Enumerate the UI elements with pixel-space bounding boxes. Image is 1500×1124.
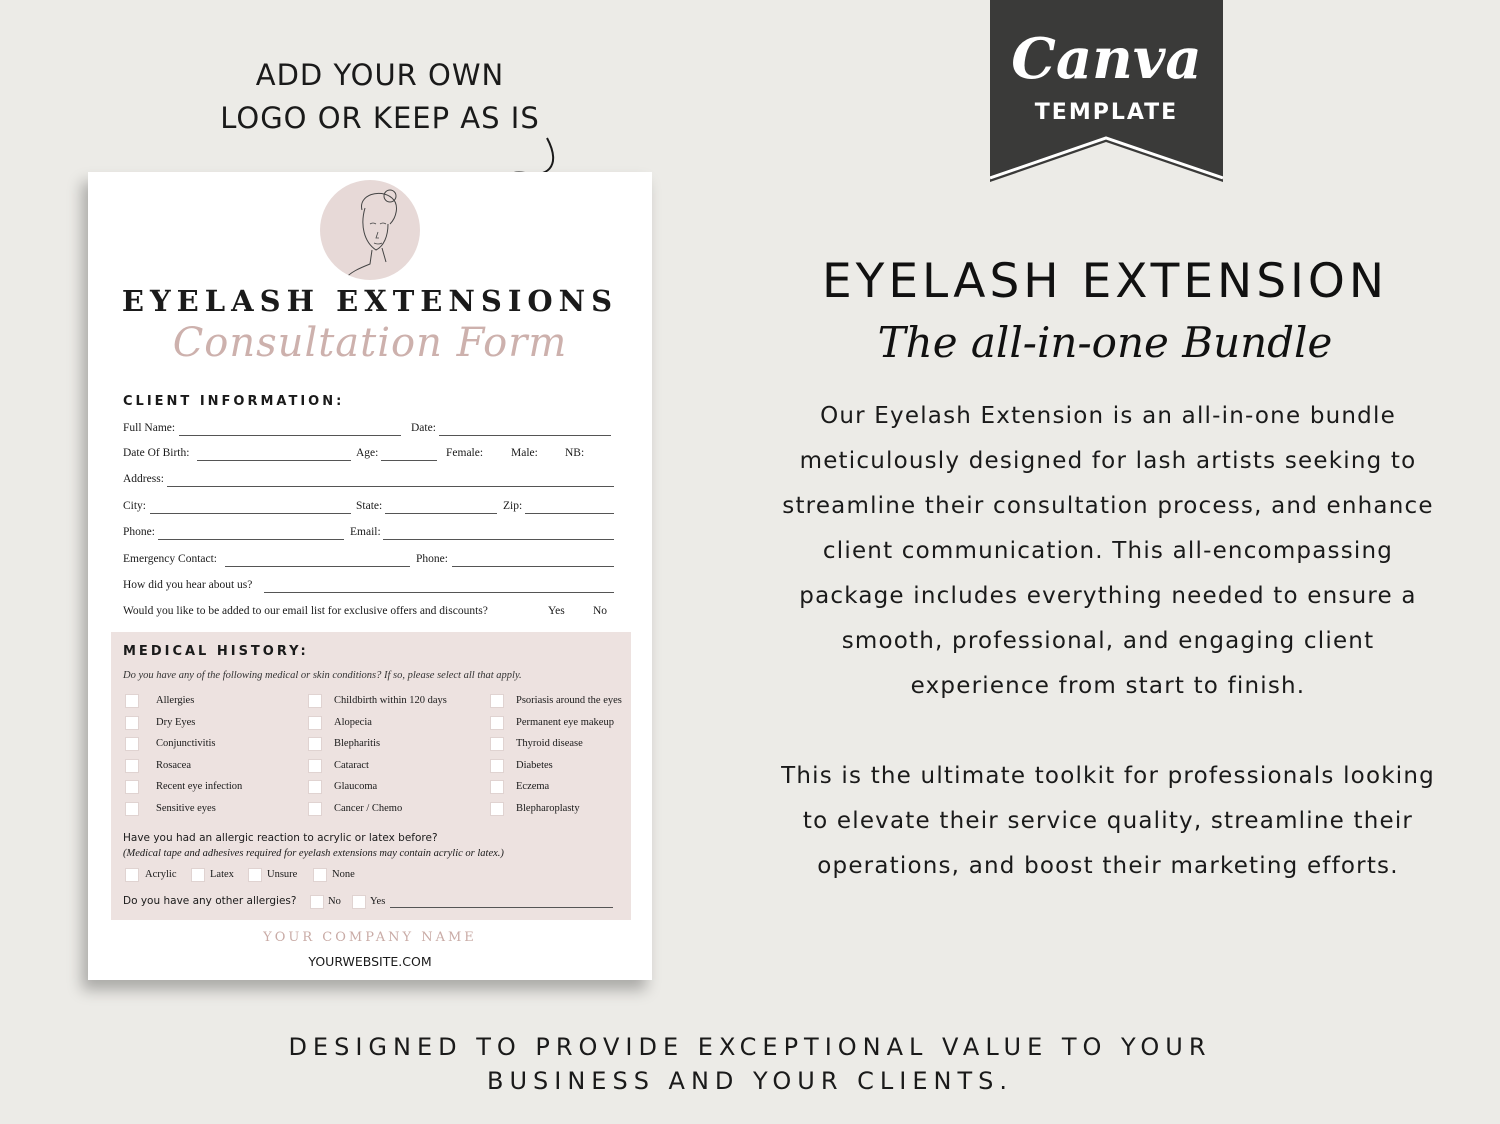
condition-checkbox[interactable] xyxy=(125,737,139,751)
label-male: Male: xyxy=(511,447,538,459)
product-title: EYELASH EXTENSION xyxy=(821,254,1389,309)
label-city: City: xyxy=(123,500,147,512)
line-other-allergies xyxy=(390,907,613,908)
other-allergies-question: Do you have any other allergies? xyxy=(123,895,297,907)
condition-checkbox[interactable] xyxy=(308,716,322,730)
condition-checkbox[interactable] xyxy=(490,802,504,816)
other-yes-checkbox[interactable] xyxy=(352,895,366,909)
condition-checkbox[interactable] xyxy=(125,694,139,708)
row-emergency xyxy=(123,553,615,571)
consultation-form-preview xyxy=(88,172,652,980)
footer-line-2: BUSINESS AND YOUR CLIENTS. xyxy=(487,1067,1013,1095)
condition-label: Dry Eyes xyxy=(156,716,196,728)
label-date: Date: xyxy=(411,422,436,434)
label-full-name: Full Name: xyxy=(123,422,176,434)
label-dob: Date Of Birth: xyxy=(123,447,190,459)
condition-checkbox[interactable] xyxy=(490,759,504,773)
medical-history-section xyxy=(111,632,631,920)
condition-checkbox[interactable] xyxy=(490,737,504,751)
condition-checkbox[interactable] xyxy=(308,737,322,751)
website: YOURWEBSITE.COM xyxy=(308,954,432,969)
allergy-option-checkbox[interactable] xyxy=(313,868,327,882)
description-paragraph-1: Our Eyelash Extension is an all-in-one bundle meticulously designed for lash artists seeking to streamline their consultation process, and enhance client communication. This all-encompassing package includes everything needed to ensure a smooth, professional, and engaging client experience from start to finish. xyxy=(782,403,1434,699)
condition-checkbox[interactable] xyxy=(308,759,322,773)
other-yes-label: Yes xyxy=(370,896,386,907)
condition-checkbox[interactable] xyxy=(490,694,504,708)
condition-label: Childbirth within 120 days xyxy=(334,695,447,706)
canva-wordmark: Canva xyxy=(1011,26,1202,92)
label-state: State: xyxy=(356,500,383,512)
allergy-option-checkbox[interactable] xyxy=(125,868,139,882)
condition-checkbox[interactable] xyxy=(125,759,139,773)
line-full-name xyxy=(179,435,401,436)
line-zip xyxy=(525,513,614,514)
line-phone-2 xyxy=(452,566,614,567)
condition-label: Psoriasis around the eyes xyxy=(516,695,622,706)
label-female: Female: xyxy=(446,447,484,459)
other-no-label: No xyxy=(328,896,341,907)
condition-label: Alopecia xyxy=(334,716,372,728)
label-yes: Yes xyxy=(548,605,565,617)
label-age: Age: xyxy=(356,447,379,459)
face-line-art-icon xyxy=(320,180,420,280)
condition-checkbox[interactable] xyxy=(308,780,322,794)
allergy-option-label: None xyxy=(332,869,355,880)
label-emergency: Emergency Contact: xyxy=(123,553,217,565)
line-state xyxy=(385,513,497,514)
line-address xyxy=(167,486,614,487)
form-subtitle: Consultation Form xyxy=(172,320,568,366)
form-title: EYELASH EXTENSIONS xyxy=(121,284,619,318)
line-phone xyxy=(158,539,344,540)
label-phone-2: Phone: xyxy=(416,553,448,565)
label-hear: How did you hear about us? xyxy=(123,579,253,591)
line-dob xyxy=(197,460,351,461)
condition-label: Conjunctivitis xyxy=(156,738,216,750)
row-dob xyxy=(123,447,615,465)
line-emergency xyxy=(225,566,410,567)
row-full-name xyxy=(123,422,615,440)
condition-label: Eczema xyxy=(516,781,550,793)
line-date xyxy=(439,435,611,436)
condition-checkbox[interactable] xyxy=(490,780,504,794)
condition-label: Cataract xyxy=(334,759,369,771)
medical-history-heading: MEDICAL HISTORY: xyxy=(123,644,309,659)
label-address: Address: xyxy=(123,473,164,485)
condition-label: Glaucoma xyxy=(334,781,378,793)
label-email: Email: xyxy=(350,526,381,538)
description-paragraph-2: This is the ultimate toolkit for professionals looking to elevate their service quality, streamline their operations, and boost their marketing efforts. xyxy=(781,763,1435,879)
label-nb: NB: xyxy=(565,447,585,459)
allergy-option-checkbox[interactable] xyxy=(191,868,205,882)
line-city xyxy=(150,513,351,514)
condition-label: Sensitive eyes xyxy=(156,803,216,814)
callout-line-1: ADD YOUR OWN xyxy=(255,58,505,92)
condition-label: Permanent eye makeup xyxy=(516,716,614,728)
medical-question: Do you have any of the following medical or skin conditions? If so, please select all that apply. xyxy=(123,670,522,681)
footer-line-1: DESIGNED TO PROVIDE EXCEPTIONAL VALUE TO YOUR xyxy=(288,1033,1212,1061)
label-zip: Zip: xyxy=(503,500,523,512)
allergy-option-label: Acrylic xyxy=(145,869,177,880)
row-email-list xyxy=(123,605,615,623)
condition-label: Diabetes xyxy=(516,759,553,771)
product-subtitle: The all-in-one Bundle xyxy=(877,318,1333,367)
condition-label: Blepharoplasty xyxy=(516,803,580,814)
row-hear xyxy=(123,579,615,597)
footer-tagline xyxy=(240,1030,1260,1098)
label-email-list: Would you like to be added to our email list for exclusive offers and discounts? xyxy=(123,605,488,617)
row-address xyxy=(123,473,615,491)
face-logo xyxy=(320,180,420,280)
callout-line-2: LOGO OR KEEP AS IS xyxy=(220,101,540,135)
allergy-note: (Medical tape and adhesives required for eyelash extensions may contain acrylic or latex.) xyxy=(123,848,504,859)
allergy-question: Have you had an allergic reaction to acrylic or latex before? xyxy=(123,832,438,844)
condition-label: Allergies xyxy=(156,695,195,706)
label-no: No xyxy=(593,605,608,617)
template-label: TEMPLATE xyxy=(1034,100,1179,125)
allergy-option-checkbox[interactable] xyxy=(248,868,262,882)
condition-checkbox[interactable] xyxy=(490,716,504,730)
line-email xyxy=(383,539,614,540)
row-city xyxy=(123,500,615,518)
condition-label: Cancer / Chemo xyxy=(334,803,403,814)
condition-checkbox[interactable] xyxy=(308,694,322,708)
condition-label: Thyroid disease xyxy=(516,738,583,750)
line-age xyxy=(381,460,437,461)
company-name: YOUR COMPANY NAME xyxy=(263,930,477,945)
condition-checkbox[interactable] xyxy=(125,780,139,794)
condition-checkbox[interactable] xyxy=(308,802,322,816)
row-phone xyxy=(123,526,615,544)
condition-label: Blepharitis xyxy=(334,738,381,750)
client-info-heading: CLIENT INFORMATION: xyxy=(123,394,345,409)
other-no-checkbox[interactable] xyxy=(310,895,324,909)
line-hear xyxy=(264,592,614,593)
allergy-option-label: Unsure xyxy=(267,869,298,880)
condition-label: Rosacea xyxy=(156,759,191,771)
condition-label: Recent eye infection xyxy=(156,781,243,793)
label-phone: Phone: xyxy=(123,526,155,538)
condition-checkbox[interactable] xyxy=(125,716,139,730)
condition-checkbox[interactable] xyxy=(125,802,139,816)
allergy-option-label: Latex xyxy=(210,869,234,880)
